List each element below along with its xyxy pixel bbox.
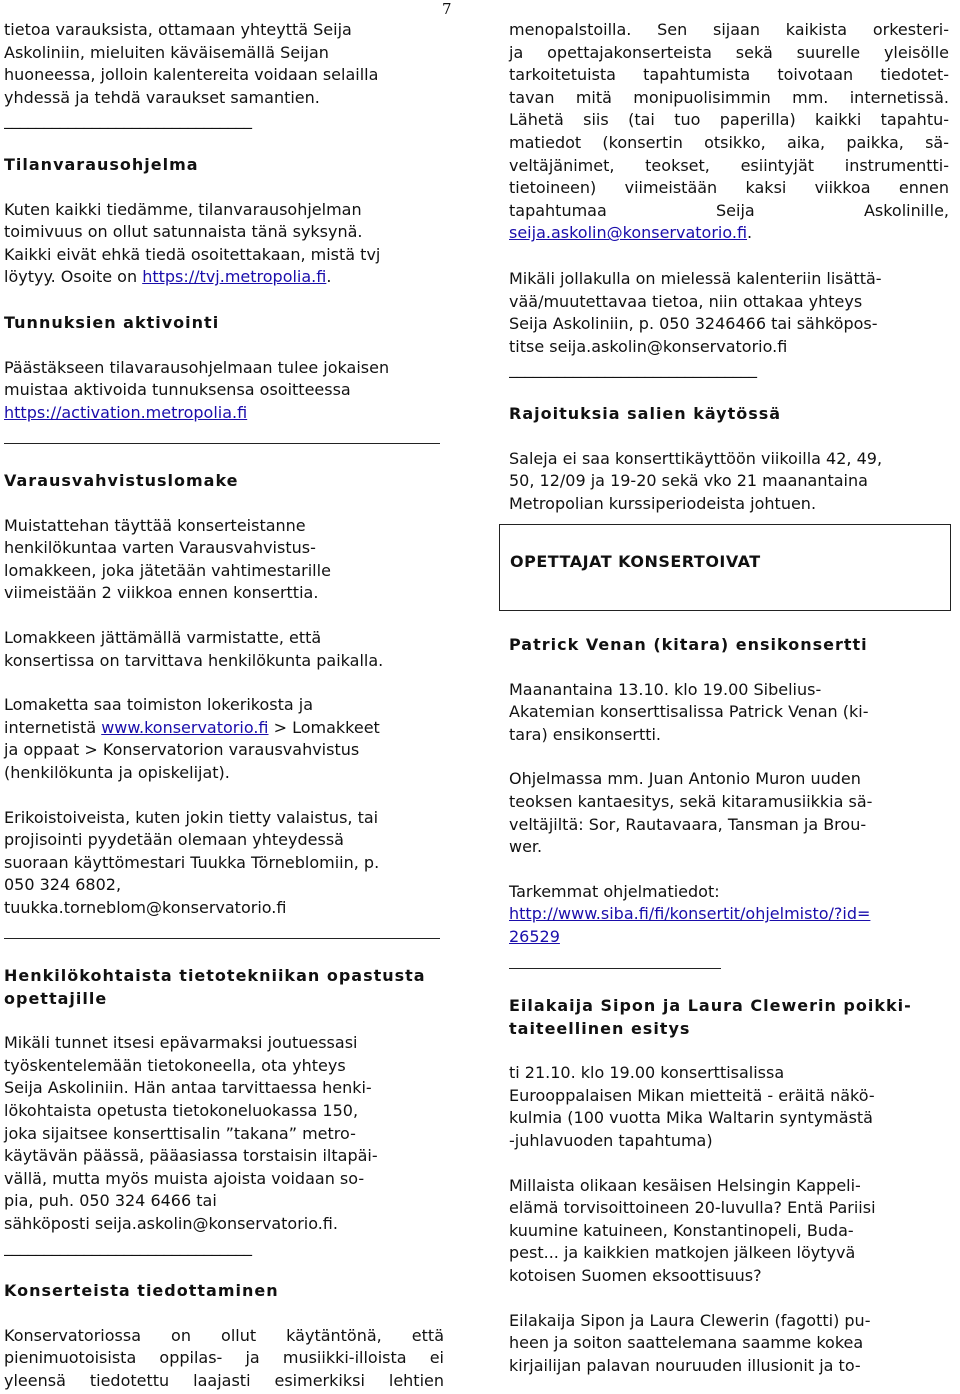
program-link-continued[interactable]: 26529 <box>509 926 560 946</box>
section-konserteista-tiedottaminen <box>4 1280 444 1392</box>
text-line: menopalstoilla. Sen sijaan kaikista orkesteri- <box>509 20 949 39</box>
section-tilanvaraus <box>4 154 440 289</box>
text-line: toimivuus on ollut satunnaista tänä syksynä. <box>4 222 363 242</box>
text-fragment: löytyy. Osoite on <box>4 267 143 287</box>
text-line: suoraan käyttömestari Tuukka Törneblomiin, p. <box>4 852 380 872</box>
intro-paragraph <box>4 19 440 132</box>
text-line: veltäjänimet, teokset, esiintyjät instrumentti- <box>509 155 949 175</box>
section-varausvahvistuslomake <box>4 470 440 920</box>
text-line: viimeistään 2 viikkoa ennen konserttia. <box>4 583 319 603</box>
text-line: yleensä tiedotettu laajasti esimerkiksi lehtien <box>4 1370 444 1390</box>
text-line: matiedot (konsertin otsikko, aika, paikka, sä- <box>509 132 949 152</box>
section-henkilokohtainen-opastus <box>4 965 440 1258</box>
text-line: kuumine katuineen, Konstantinopeli, Buda- <box>509 1220 854 1240</box>
dashed-separator: _______________________________ <box>4 1236 252 1256</box>
section-tunnuksien-aktivointi <box>4 312 440 424</box>
text-line: veltäjiltä: Sor, Rautavaara, Tansman ja Brou- <box>509 814 867 834</box>
text-line: tietoa varauksista, ottamaan yhteyttä Seija <box>4 20 352 39</box>
text-line: Päästäkseen tilavarausohjelmaan tulee jokaisen <box>4 357 390 377</box>
text-line: Lomaketta saa toimiston lokerikosta ja <box>4 695 314 715</box>
text-line: Saleja ei saa konserttikäyttöön viikoilla 42, 49, <box>509 448 883 468</box>
section-heading: Patrick Venan (kitara) ensikonsertti <box>509 635 868 654</box>
text-line: Erikoistoiveista, kuten jokin tietty valaistus, tai <box>4 807 379 827</box>
text-line: titse seija.askolin@konservatorio.fi <box>509 336 788 356</box>
section-heading: Varausvahvistuslomake <box>4 471 239 490</box>
text-line: Askoliniin, mieluiten käväisemällä Seijan <box>4 42 329 62</box>
text-line: tavan mitä monipuolisimmin mm. internetissä. <box>509 87 949 107</box>
text-line: Seija Askoliniin, p. 050 3246466 tai sähköpos- <box>509 314 878 334</box>
text-line: Kuten kaikki tiedämme, tilanvarausohjelman <box>4 199 362 219</box>
page-number: 7 <box>442 0 452 18</box>
dashed-separator: _______________________________ <box>4 110 252 130</box>
section-rajoituksia <box>509 403 949 515</box>
text-line: -juhlavuoden tapahtuma) <box>509 1130 713 1150</box>
section-heading: taiteellinen esitys <box>509 1018 691 1038</box>
text-line: kirjailijan palavan nouruuden illusionit ja to- <box>509 1355 861 1375</box>
program-link[interactable]: http://www.siba.fi/fi/konsertit/ohjelmisto/?id= <box>509 904 871 924</box>
activation-link[interactable]: https://activation.metropolia.fi <box>4 402 248 422</box>
konservatorio-link[interactable]: www.konservatorio.fi <box>101 717 269 737</box>
text-line: Metropolian kurssiperiodeista johtuen. <box>509 493 817 513</box>
text-line: tapahtumaa Seija Askolinille, <box>509 200 949 220</box>
text-line: elämä torvisoittoineen 20-luvulla? Entä Pariisi <box>509 1198 876 1218</box>
text-line: Maanantaina 13.10. klo 19.00 Sibelius- <box>509 679 822 699</box>
text-line: tietoineen) viimeistään kaksi viikkoa ennen <box>509 178 949 198</box>
box-title: OPETTAJAT KONSERTOIVAT <box>510 552 761 571</box>
section-heading: Henkilökohtaista tietotekniikan opastusta <box>4 966 426 985</box>
text-line: Konservatoriossa on ollut käytäntönä, että <box>4 1325 444 1345</box>
text-line: Eurooppalaisen Mikan mietteitä - eräitä näkö- <box>509 1085 875 1105</box>
text-line: wer. <box>509 837 543 857</box>
text-line: 050 324 6802, <box>4 875 122 895</box>
text-line: Lomakkeen jättämällä varmistatte, että <box>4 627 322 647</box>
text-line: kulmia (100 vuotta Mika Waltarin syntymästä <box>509 1108 873 1128</box>
text-line: ja oppaat > Konservatorion varausvahvistus <box>4 740 360 760</box>
text-line <box>509 222 949 245</box>
text-line: kotoisen Suomen eksoottisuus? <box>509 1265 762 1285</box>
section-eilakaija-performance <box>509 995 949 1377</box>
section-continued-text <box>509 19 949 245</box>
text-line: käytävän päässä, pääasiassa torstaisin iltapäi- <box>4 1146 378 1166</box>
text-line: henkilökuntaa varten Varausvahvistus- <box>4 538 316 558</box>
text-line: Eilakaija Sipon ja Laura Clewerin (fagotti) pu- <box>509 1310 871 1330</box>
text-line: pest... ja kaikkien matkojen jälkeen löytyvä <box>509 1243 856 1263</box>
section-divider <box>509 968 721 969</box>
section-divider <box>4 443 440 444</box>
opettajat-konsertoivat-box <box>499 524 951 611</box>
text-line: Akatemian konserttisalissa Patrick Venan (ki- <box>509 702 869 722</box>
text-line: muistaa aktivoida tunnuksensa osoitteessa <box>4 380 351 400</box>
text-line: tara) ensikonsertti. <box>509 724 662 744</box>
text-line: huoneessa, jolloin kalentereita voidaan selailla <box>4 65 379 85</box>
section-heading: Tunnuksien aktivointi <box>4 313 220 332</box>
text-line: pia, puh. 050 324 6466 tai <box>4 1191 217 1211</box>
text-line: projisointi pyydetään olemaan yhteydessä <box>4 830 344 850</box>
section-heading: Rajoituksia salien käytössä <box>509 404 782 423</box>
text-line: yhdessä ja tehdä varaukset samantien. <box>4 87 320 107</box>
text-line: konsertissa on tarvittava henkilökunta paikalla. <box>4 650 384 670</box>
text-fragment: > Lomakkeet <box>268 717 380 737</box>
tvj-link[interactable]: https://tvj.metropolia.fi <box>142 267 327 287</box>
text-line: pienimuotoisista oppilas- ja musiikki-illoista ei <box>4 1348 444 1368</box>
section-heading: Konserteista tiedottaminen <box>4 1281 279 1300</box>
text-line: vällä, mutta myös muista ajoista voidaan so- <box>4 1168 365 1188</box>
section-heading: opettajille <box>4 988 108 1008</box>
section-heading: Tilanvarausohjelma <box>4 155 199 174</box>
email-link[interactable]: seija.askolin@konservatorio.fi <box>509 223 748 243</box>
text-line: työskentelemään tietokoneella, ota yhteys <box>4 1055 346 1075</box>
text-fragment: . <box>326 267 332 287</box>
text-line: heen ja soiton saattelemana saamme kokea <box>509 1333 864 1353</box>
text-line: sähköposti seija.askolin@konservatorio.fi. <box>4 1213 338 1233</box>
text-line: Lähetä siis (tai tuo paperilla) kaikki tapahtu- <box>509 110 949 130</box>
text-line: Kaikki eivät ehkä tiedä osoitettakaan, mistä tvj <box>4 244 381 264</box>
text-line: joka sijaitsee konserttisalin ”takana” metro- <box>4 1123 356 1143</box>
text-line: Mikäli jollakulla on mielessä kalenteriin lisättä- <box>509 269 882 288</box>
text-line: (henkilökunta ja opiskelijat). <box>4 762 230 782</box>
text-line: tuukka.torneblom@konservatorio.fi <box>4 897 287 917</box>
text-line: vää/muutettavaa tietoa, niin ottakaa yhteys <box>509 291 863 311</box>
section-venan-concert <box>509 634 949 949</box>
text-line: ti 21.10. klo 19.00 konserttisalissa <box>509 1063 785 1083</box>
section-divider <box>4 938 440 939</box>
section-heading: Eilakaija Sipon ja Laura Clewerin poikki- <box>509 996 912 1015</box>
text-line: lökohtaista opetusta tietokoneluokassa 150, <box>4 1100 359 1120</box>
text-line <box>4 266 440 289</box>
text-line: Ohjelmassa mm. Juan Antonio Muron uuden <box>509 769 861 789</box>
text-line: Tarkemmat ohjelmatiedot: <box>509 881 720 901</box>
text-fragment: internetistä <box>4 717 102 737</box>
text-line: Millaista olikaan kesäisen Helsingin Kappeli- <box>509 1175 861 1195</box>
dashed-separator: _______________________________ <box>509 359 757 379</box>
text-line: 50, 12/09 ja 19-20 sekä vko 21 maanantaina <box>509 471 868 491</box>
calendar-contact-paragraph <box>509 268 949 381</box>
text-line: ja opettajakonserteista sekä suurelle yleisölle <box>509 42 949 62</box>
text-line: Muistattehan täyttää konserteistanne <box>4 515 306 535</box>
text-line <box>4 717 440 740</box>
text-line: lomakkeen, joka jätetään vahtimestarille <box>4 560 331 580</box>
text-line: tarkoitetuista tapahtumista toivotaan tiedotet- <box>509 65 949 85</box>
text-line: Seija Askoliniin. Hän antaa tarvittaessa henki- <box>4 1078 372 1098</box>
text-line: Mikäli tunnet itsesi epävarmaksi joutuessasi <box>4 1033 358 1053</box>
text-line: teoksen kantaesitys, sekä kitaramusiikkia sä- <box>509 791 873 811</box>
text-fragment: . <box>747 223 753 243</box>
